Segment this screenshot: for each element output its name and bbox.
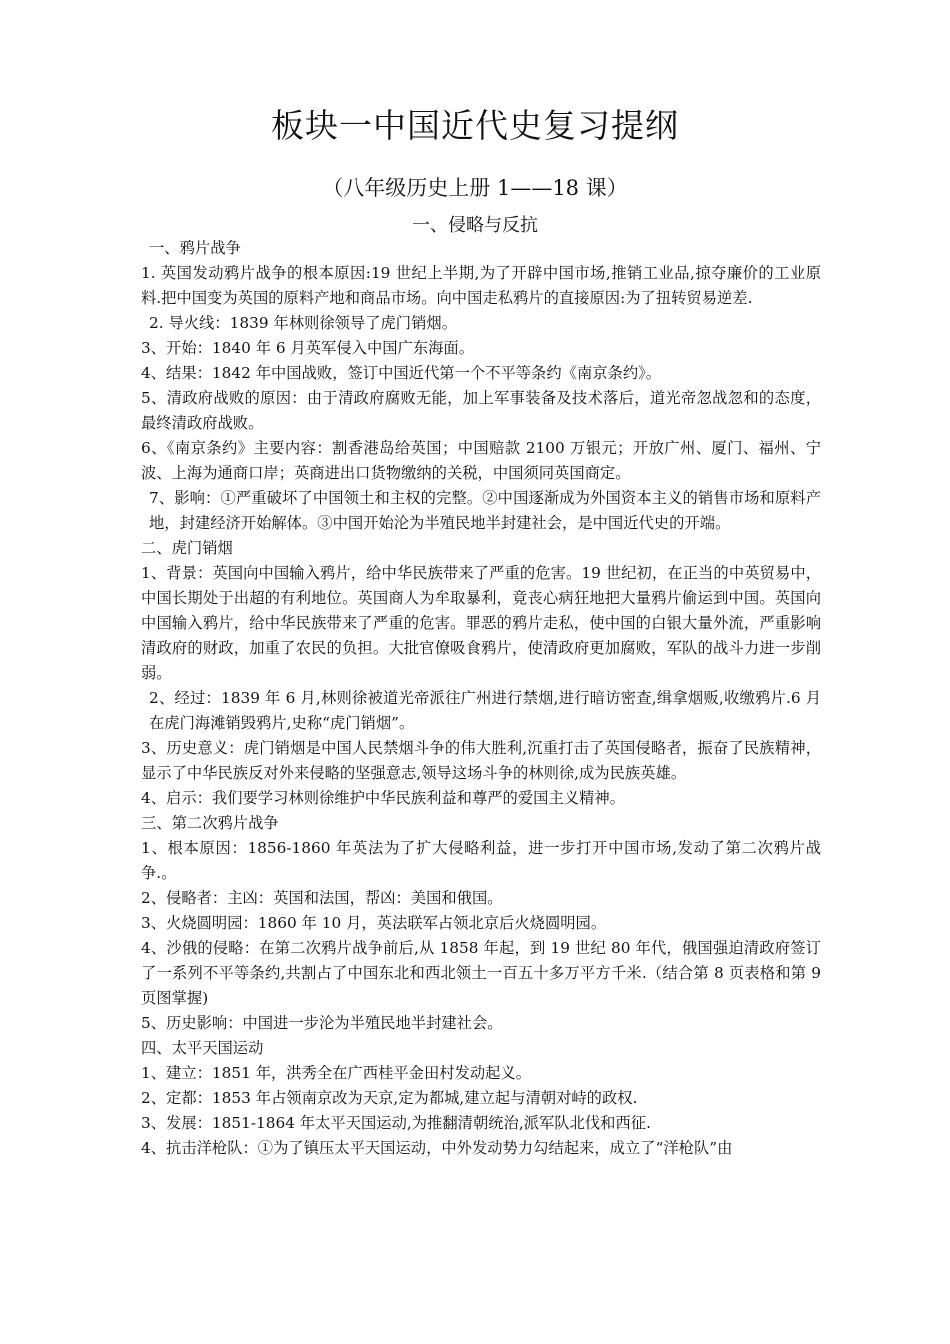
paragraph: 2、经过：1839 年 6 月,林则徐被道光帝派往广州进行禁烟,进行暗访密查,缉拿烟贩,收缴鸦片.6 月在虎门海滩销毁鸦片,史称“虎门销烟”。 [149,689,821,732]
paragraph: 2、侵略者：主凶：英国和法国，帮凶：美国和俄国。 [141,889,503,907]
paragraph: 1. 英国发动鸦片战争的根本原因:19 世纪上半期,为了开辟中国市场,推销工业品,掠夺廉价的工业原料.把中国变为英国的原料产地和商品市场。向中国走私鸦片的直接原因:为了扭转贸易逆差. [141,264,821,307]
heading-second-opium-war: 三、第二次鸦片战争 [141,814,279,832]
paragraph: 5、历史影响：中国进一步沦为半殖民地半封建社会。 [141,1014,503,1032]
heading-opium-war: 一、鸦片战争 [149,239,241,257]
paragraph: 3、历史意义：虎门销烟是中国人民禁烟斗争的伟大胜利,沉重打击了英国侵略者，振奋了民族精神，显示了中华民族反对外来侵略的坚强意志,领导这场斗争的林则徐,成为民族英雄。 [141,739,821,782]
paragraph: 1、根本原因：1856-1860 年英法为了扩大侵略利益，进一步打开中国市场,发动了第二次鸦片战争.。 [141,839,821,882]
paragraph: 1、建立：1851 年，洪秀全在广西桂平金田村发动起义。 [141,1064,532,1082]
paragraph: 2、定都：1853 年占领南京改为天京,定为都城,建立起与清朝对峙的政权. [141,1089,638,1107]
paragraph: 3、开始：1840 年 6 月英军侵入中国广东海面。 [141,339,475,357]
paragraph: 2. 导火线：1839 年林则徐领导了虎门销烟。 [149,314,458,332]
paragraph: 1、背景：英国向中国输入鸦片，给中华民族带来了严重的危害。19 世纪初，在正当的中英贸易中，中国长期处于出超的有利地位。英国商人为牟取暴利，竟丧心病狂地把大量鸦片偷运到中国。英国向中国输入鸦片，给中华民族带来了严重的危害。罪恶的鸦片走私，使中国的白银大量外流，严重影响清政府的财政，加重了农民的负担。大批官僚吸食鸦片，使清政府更加腐败，军队的战斗力进一步削弱。 [141,564,821,682]
paragraph: 3、发展：1851-1864 年太平天国运动,为推翻清朝统治,派军队北伐和西征. [141,1114,651,1132]
paragraph: 3、火烧圆明园：1860 年 10 月，英法联军占领北京后火烧圆明园。 [141,914,607,932]
page-title: 板块一中国近代史复习提纲 [271,106,679,145]
paragraph: 6、《南京条约》主要内容：割香港岛给英国；中国赔款 2100 万银元；开放广州、厦门、福州、宁波、上海为通商口岸；英商进出口货物缴纳的关税，中国须同英国商定。 [141,439,821,482]
page-subtitle: （八年级历史上册 1——18 课） [322,176,628,200]
heading-humen: 二、虎门销烟 [141,539,233,557]
paragraph: 5、清政府战败的原因：由于清政府腐败无能，加上军事装备及技术落后，道光帝忽战忽和的态度，最终清政府战败。 [141,389,821,432]
paragraph: 7、影响：①严重破坏了中国领土和主权的完整。②中国逐渐成为外国资本主义的销售市场和原料产地，封建经济开始解体。③中国开始沦为半殖民地半封建社会，是中国近代史的开端。 [149,489,821,532]
paragraph: 4、结果：1842 年中国战败，签订中国近代第一个不平等条约《南京条约》。 [141,364,662,382]
heading-taiping: 四、太平天国运动 [141,1039,264,1057]
paragraph: 4、启示：我们要学习林则徐维护中华民族利益和尊严的爱国主义精神。 [141,789,625,807]
paragraph: 4、抗击洋枪队：①为了镇压太平天国运动，中外发动势力勾结起来，成立了“洋枪队”由 [141,1139,733,1157]
paragraph: 4、沙俄的侵略：在第二次鸦片战争前后,从 1858 年起，到 19 世纪 80 年代，俄国强迫清政府签订了一系列不平等条约,共割占了中国东北和西北领土一百五十多万平方千米.（结合第 8 页表格和第 9 页图掌握) [141,939,821,1007]
section-heading: 一、侵略与反抗 [412,215,538,236]
document-body [141,236,821,1161]
